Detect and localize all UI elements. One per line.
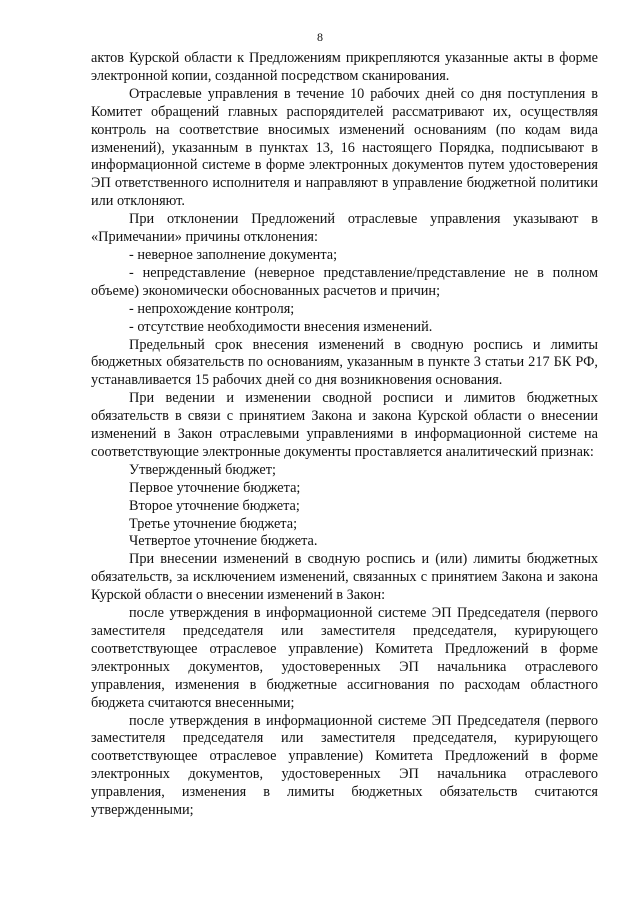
- paragraph-7: после утверждения в информационной системе ЭП Председателя (первого заместителя председателя или заместителя председателя, курирующего соответствующее отраслевое управление) Комитета Предложений в форме электронных документов, удостоверенных ЭП начальника отраслевого управления, изменения в бюджетные ассигнования по расходам областного бюджета считаются внесенными;: [91, 605, 598, 711]
- paragraph-1: актов Курской области к Предложениям прикрепляются указанные акты в форме электронной копии, созданной посредством сканирования.: [91, 50, 598, 84]
- paragraph-3: При отклонении Предложений отраслевые управления указывают в «Примечании» причины отклонения:: [91, 211, 598, 246]
- paragraph-5: При ведении и изменении сводной росписи и лимитов бюджетных обязательств в связи с принятием Закона и закона Курской области о внесении изменений в Закон отраслевыми управлениями в информационной системе на соответствующие электронные документы проставляется аналитический признак:: [91, 390, 598, 460]
- budget-stage-item: Первое уточнение бюджета;: [129, 479, 301, 496]
- paragraph-2: Отраслевые управления в течение 10 рабочих дней со дня поступления в Комитет обращений главных распорядителей рассматривают их, осуществляя контроль на соответствие вносимых изменений основаниям (по кодам вида изменений), указанным в пунктах 13, 16 настоящего Порядка, подписывают в информационной системе в форме электронных документов путем удостоверения ЭП ответственного исполнителя и направляют в управление бюджетной политики или отклоняют.: [91, 85, 598, 210]
- rejection-reason: - непредставление (неверное представление/представление не в полном объеме) экономически обоснованных расчетов и причин;: [91, 264, 598, 299]
- paragraph-6: При внесении изменений в сводную роспись и (или) лимиты бюджетных обязательств, за исключением изменений, связанных с принятием Закона и закона Курской области о внесении изменений в Закон:: [91, 551, 598, 604]
- budget-stage-item: Второе уточнение бюджета;: [129, 497, 300, 514]
- document-body: [91, 50, 598, 820]
- page-number: 8: [317, 30, 323, 44]
- rejection-reason: - неверное заполнение документа;: [129, 246, 338, 263]
- paragraph-8: после утверждения в информационной системе ЭП Председателя (первого заместителя председателя или заместителя председателя, курирующего соответствующее отраслевое управление) Комитета Предложений в форме электронных документов, удостоверенных ЭП начальника отраслевого управления, изменения в лимиты бюджетных обязательств считаются утвержденными;: [91, 712, 598, 819]
- budget-stage-item: Третье уточнение бюджета;: [129, 515, 298, 532]
- paragraph-4: Предельный срок внесения изменений в сводную роспись и лимиты бюджетных обязательств по основаниям, указанным в пункте 3 статьи 217 БК РФ, устанавливается 15 рабочих дней со дня возникновения основания.: [91, 336, 598, 389]
- rejection-reason: - отсутствие необходимости внесения изменений.: [129, 318, 433, 335]
- rejection-reason: - непрохождение контроля;: [129, 300, 295, 317]
- budget-stage-item: Четвертое уточнение бюджета.: [129, 533, 318, 550]
- budget-stage-item: Утвержденный бюджет;: [129, 461, 276, 478]
